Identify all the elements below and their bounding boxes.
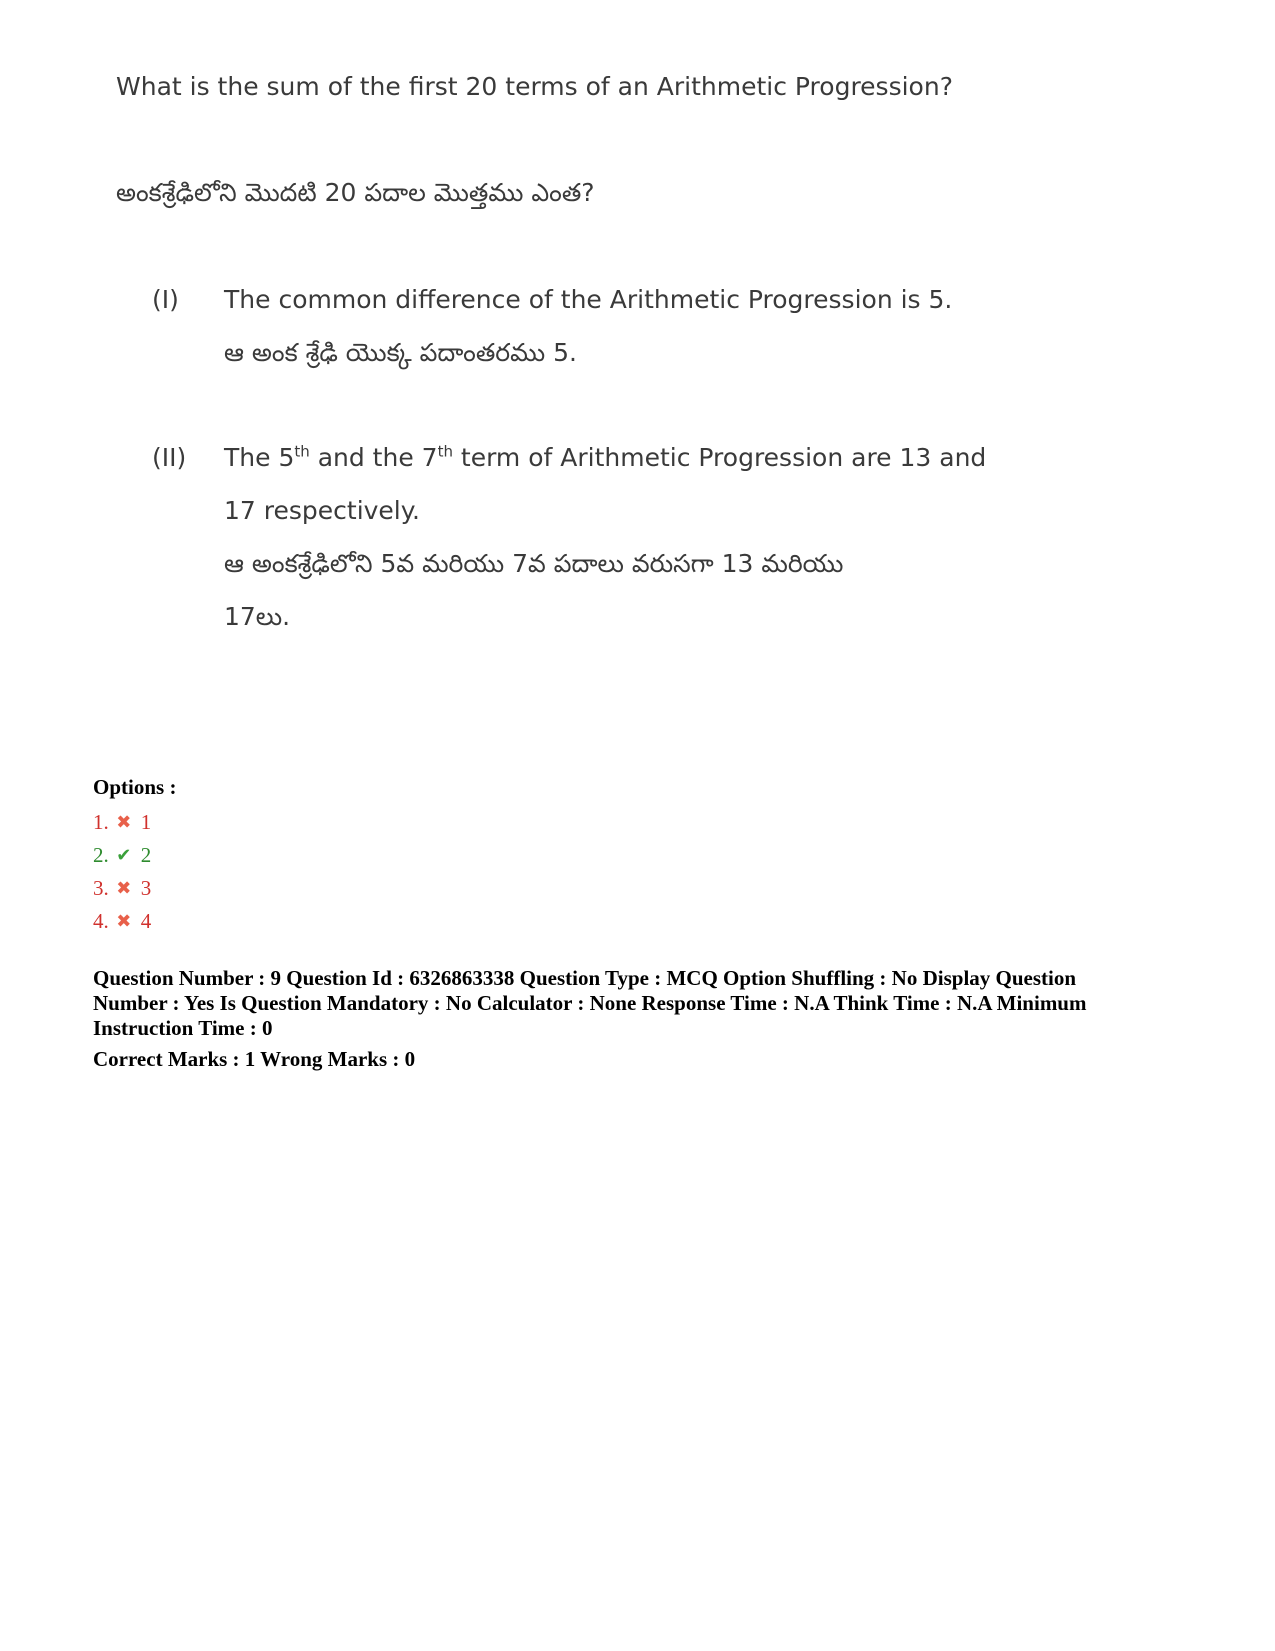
option-4: [93, 905, 176, 938]
checkmark-icon: ✔: [116, 845, 132, 866]
option-3-number: 3.: [93, 876, 109, 900]
cross-icon: ✖: [116, 812, 132, 833]
option-1-value: 1: [140, 810, 152, 834]
options-block: [93, 775, 176, 938]
cross-icon: ✖: [116, 911, 132, 932]
option-3-value: 3: [140, 876, 152, 900]
statement-2-sup-b: th: [437, 442, 453, 461]
option-1-number: 1.: [93, 810, 109, 834]
options-heading: Options :: [93, 775, 177, 799]
statement-1-english: The common difference of the Arithmetic Progression is 5.: [224, 285, 953, 314]
statement-2-english-line-1: [224, 443, 986, 472]
option-3: [93, 872, 176, 905]
option-2-number: 2.: [93, 843, 109, 867]
option-4-value: 4: [140, 909, 152, 933]
cross-icon: ✖: [116, 878, 132, 899]
statement-1-telugu: ఆ అంక శ్రేఢి యొక్క పదాంతరము 5.: [224, 338, 577, 367]
option-2: [93, 839, 176, 872]
question-info: Question Number : 9 Question Id : 6326863338 Question Type : MCQ Option Shuffling : No Display Question Number : Yes Is Question Mandatory : No Calculator : None Response Time : N.A Think Time : N.A Minimum Instruction Time : 0: [93, 966, 1087, 1040]
statement-2-english-line-2: 17 respectively.: [224, 496, 420, 525]
option-4-number: 4.: [93, 909, 109, 933]
question-meta: [93, 966, 1153, 1072]
statement-2-text-b: and the 7: [309, 443, 438, 472]
option-2-value: 2: [140, 843, 152, 867]
question-image: [110, 60, 1010, 680]
statement-2-telugu-line-2: 17లు.: [224, 602, 291, 631]
question-title-english: What is the sum of the first 20 terms of an Arithmetic Progression?: [116, 72, 953, 101]
statement-2-text-c: term of Arithmetic Progression are 13 and: [452, 443, 987, 472]
statement-2-number: (II): [152, 443, 187, 472]
statement-1-number: (I): [152, 285, 179, 314]
option-1: [93, 806, 176, 839]
statement-2-text-a: The 5: [224, 443, 295, 472]
statement-2-telugu-line-1: ఆ అంకశ్రేఢిలోని 5వ మరియు 7వ పదాలు వరుసగా 13 మరియు: [224, 549, 844, 578]
statement-2-sup-a: th: [294, 442, 310, 461]
marks-info: Correct Marks : 1 Wrong Marks : 0: [93, 1047, 416, 1071]
question-title-telugu: అంకశ్రేఢిలోని మొదటి 20 పదాల మొత్తము ఎంత?: [116, 178, 595, 207]
